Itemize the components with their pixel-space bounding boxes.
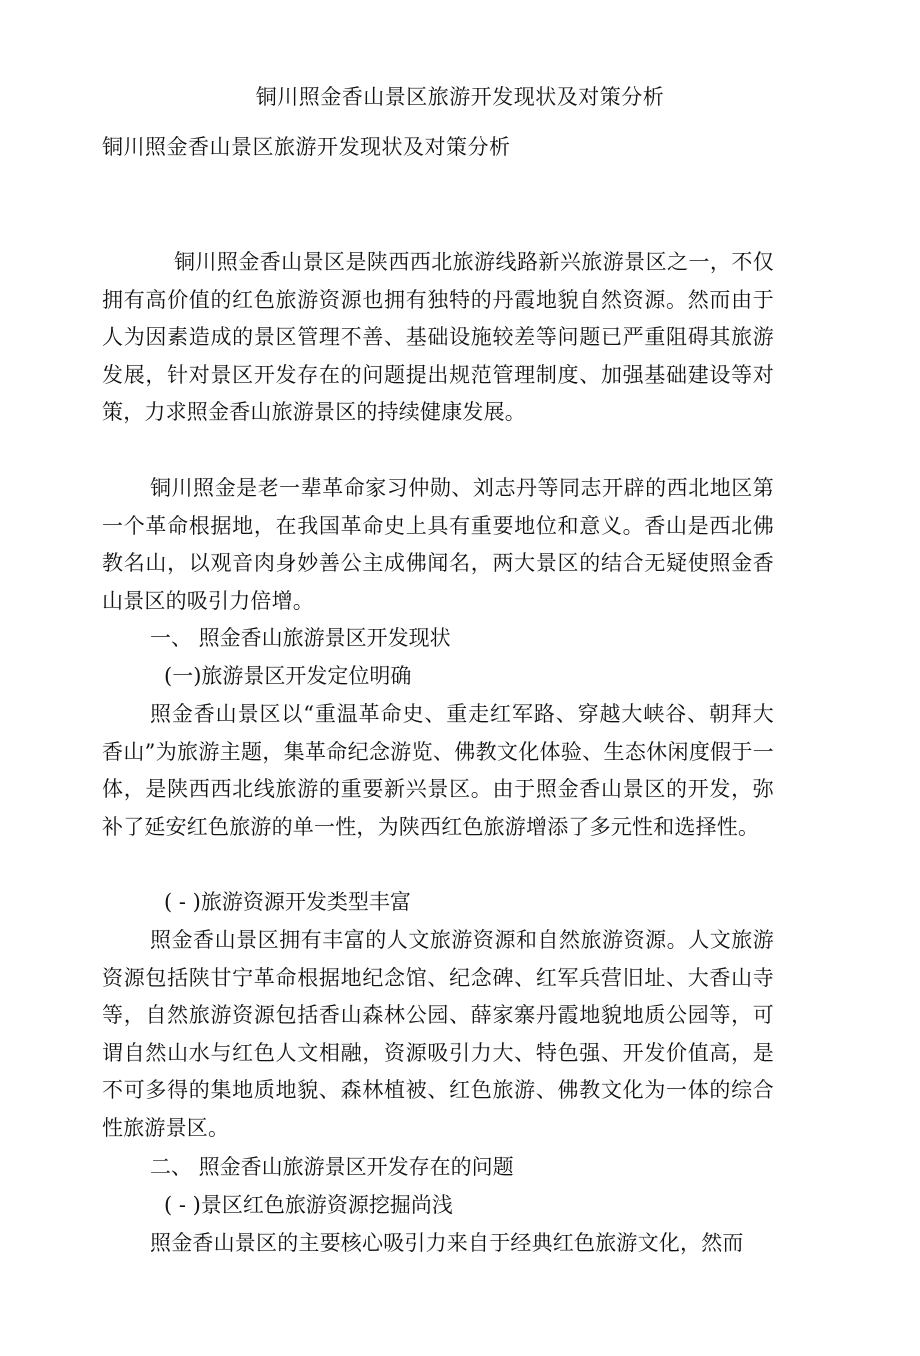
abstract-paragraph: 铜川照金香山景区是陕西西北旅游线路新兴旅游景区之一，不仅拥有高价值的红色旅游资源也拥有独特的丹霞地貌自然资源。然而由于人为因素造成的景区管理不善、基础设施较差等问题已严重阻碍其旅游发展，针对景区开发存在的问题提出规范管理制度、加强基础建设等对策，力求照金香山旅游景区的持续健康发展。: [102, 250, 774, 424]
section-2-1-heading: ( - )景区红色旅游资源挖掘尚浅: [164, 1193, 453, 1217]
section-2-1-paragraph: 照金香山景区的主要核心吸引力来自于经典红色旅游文化，然而: [150, 1231, 744, 1255]
document-title: 铜川照金香山景区旅游开发现状及对策分析: [102, 135, 511, 159]
section-1-2-heading: ( - )旅游资源开发类型丰富: [164, 890, 411, 914]
page-header-title: 铜川照金香山景区旅游开发现状及对策分析: [255, 85, 665, 109]
section-1-1-heading: (一)旅游景区开发定位明确: [164, 664, 412, 688]
section-1-2-paragraph: 照金香山景区拥有丰富的人文旅游资源和自然旅游资源。人文旅游资源包括陕甘宁革命根据地纪念馆、纪念碑、红军兵营旧址、大香山寺等，自然旅游资源包括香山森林公园、薛家寨丹霞地貌地质公园等，可谓自然山水与红色人文相融，资源吸引力大、特色强、开发价值高，是不可多得的集地质地貌、森林植被、红色旅游、佛教文化为一体的综合性旅游景区。: [102, 928, 774, 1140]
intro-paragraph: 铜川照金是老一辈革命家习仲勋、刘志丹等同志开辟的西北地区第一个革命根据地，在我国革命史上具有重要地位和意义。香山是西北佛教名山，以观音肉身妙善公主成佛闻名，两大景区的结合无疑使照金香山景区的吸引力倍增。: [102, 476, 774, 613]
section-1-heading: 一、 照金香山旅游景区开发现状: [150, 626, 451, 650]
section-1-1-paragraph: 照金香山景区以“重温革命史、重走红军路、穿越大峡谷、朝拜大香山”为旅游主题，集革命纪念游览、佛教文化体验、生态休闲度假于一体，是陕西西北线旅游的重要新兴景区。由于照金香山景区的开发，弥补了延安红色旅游的单一性，为陕西红色旅游增添了多元性和选择性。: [102, 702, 774, 839]
section-2-heading: 二、 照金香山旅游景区开发存在的问题: [150, 1155, 514, 1179]
